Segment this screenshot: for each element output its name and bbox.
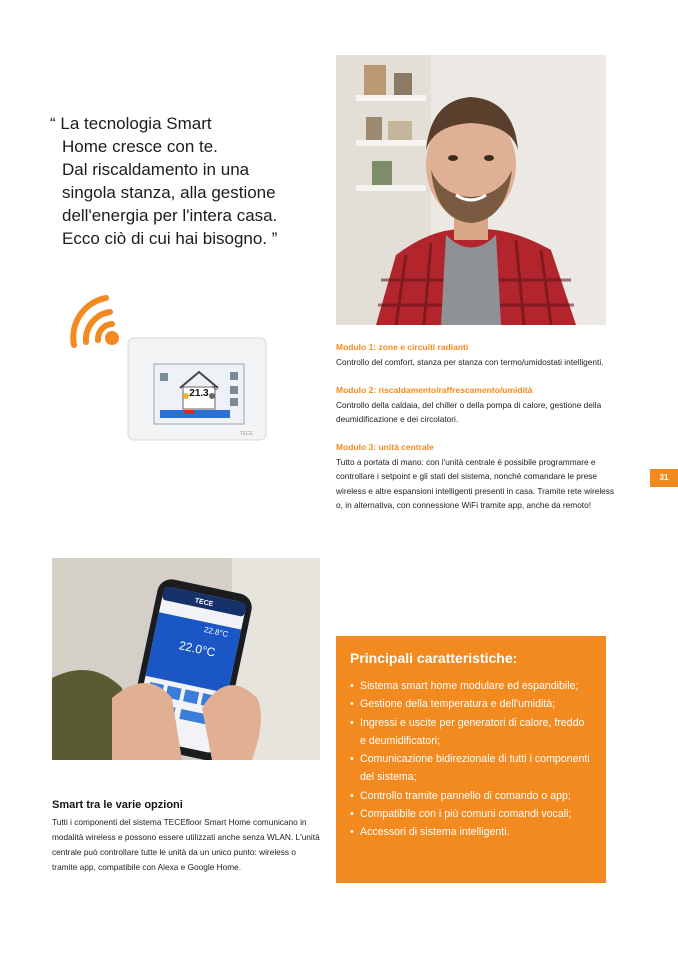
quote-block: [50, 112, 320, 250]
quote-line: singola stanza, alla gestione: [62, 183, 276, 202]
features-list: [350, 677, 592, 842]
module-item: [336, 441, 616, 513]
smart-section: [52, 799, 322, 875]
wifi-icon: [62, 290, 132, 360]
phone-temp-secondary: 22.8°C: [203, 625, 230, 639]
man-photo: [336, 55, 606, 325]
module-item: [336, 341, 616, 370]
feature-item: • Compatibile con i più comuni comandi vocali;: [350, 805, 592, 823]
module-title: Modulo 3: unità centrale: [336, 441, 434, 452]
feature-item: • Controllo tramite pannello di comando o app;: [350, 787, 592, 805]
thermostat-brand: TECE: [239, 431, 253, 437]
feature-item: • Sistema smart home modulare ed espandibile;: [350, 677, 592, 695]
thermostat-device: [126, 330, 268, 448]
modules-list: [336, 341, 616, 527]
smart-title: Smart tra le varie opzioni: [52, 799, 183, 811]
quote-line: “ La tecnologia Smart: [50, 114, 212, 133]
module-title: Modulo 2: riscaldamento/raffrescamento/umidità: [336, 384, 533, 395]
man-illustration: [336, 55, 606, 325]
smart-text: Tutti i componenti del sistema TECEfloor Smart Home comunicano in modalità wireless e possono essere utilizzati anche senza WLAN. L'unità centrale può controllare tutte le unità da un unico punto: wireless o tramite app, compatibile con Alexa e Google Home.: [52, 817, 320, 872]
module-text: Controllo del comfort, stanza per stanza con termo/umidostati intelligenti.: [336, 357, 604, 367]
features-title: Principali caratteristiche:: [350, 650, 518, 666]
module-text: Tutto a portata di mano: con l'unità centrale è possibile programmare e controllare i setpoint e gli stati del sistema, nonché comandare le prese wireless e altre espansioni intelligenti presenti in casa. Tramite rete wireless o, in alternativa, con connessione WiFi tramite app, anche da remoto!: [336, 456, 615, 510]
quote-line: Home cresce con te.: [62, 137, 218, 156]
quote-line: Dal riscaldamento in una: [62, 160, 250, 179]
thermostat-temperature: 21.3: [189, 388, 209, 399]
page-number: 31: [650, 469, 678, 487]
phone-temp-main: 22.0°C: [177, 638, 217, 660]
feature-item: • Accessori di sistema intelligenti.: [350, 823, 592, 841]
quote-line: Ecco ciò di cui hai bisogno. ”: [62, 229, 278, 248]
module-item: [336, 384, 616, 427]
feature-item: • Comunicazione bidirezionale di tutti i componenti del sistema;: [350, 750, 592, 787]
phone-brand: TECE: [194, 597, 214, 609]
quote-line: dell'energia per l'intera casa.: [62, 206, 278, 225]
thermostat-unit: °C: [212, 386, 218, 392]
phone-photo: [52, 558, 320, 760]
module-text: Controllo della caldaia, del chiller o della pompa di calore, gestione della deumidificazione e dei circolatori.: [336, 399, 602, 424]
feature-item: • Gestione della temperatura e dell'umidità;: [350, 695, 592, 713]
module-title: Modulo 1: zone e circuiti radianti: [336, 342, 469, 352]
features-box: [336, 636, 606, 883]
feature-item: • Ingressi e uscite per generatori di calore, freddo e deumidificatori;: [350, 714, 592, 751]
